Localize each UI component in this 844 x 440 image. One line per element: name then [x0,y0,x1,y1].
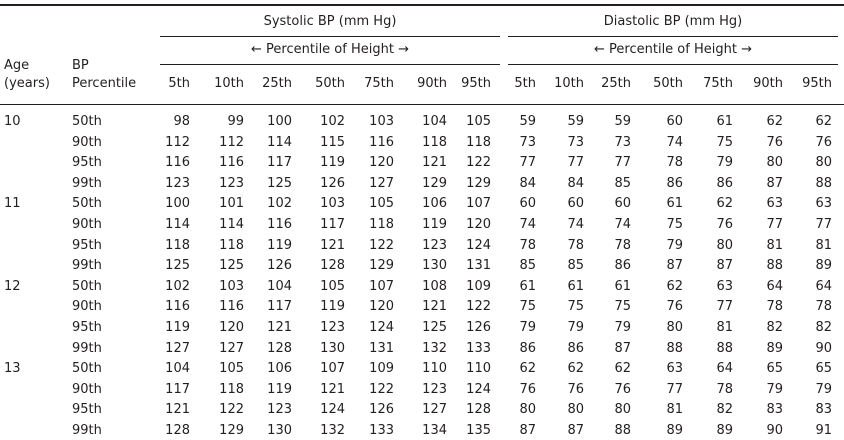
systolic-value-cell: 135 [466,423,491,438]
diastolic-title: Diastolic BP (mm Hg) [603,14,743,29]
systolic-height-percentile-header: 50th [315,76,345,91]
systolic-value-cell: 126 [369,402,394,417]
systolic-value-cell: 128 [165,423,190,438]
systolic-percentile-rule [160,64,500,65]
diastolic-value-cell: 88 [716,341,733,356]
bp-percentile-cell: 95th [72,155,102,170]
diastolic-value-cell: 88 [766,258,783,273]
diastolic-value-cell: 79 [766,382,783,397]
systolic-value-cell: 119 [165,320,190,335]
diastolic-value-cell: 89 [766,341,783,356]
systolic-value-cell: 98 [173,114,190,129]
age-cell: 10 [4,114,21,129]
diastolic-value-cell: 79 [815,382,832,397]
bp-percentile-cell: 95th [72,320,102,335]
diastolic-height-percentile-header: 90th [753,76,783,91]
diastolic-value-cell: 77 [666,382,683,397]
systolic-value-cell: 119 [320,155,345,170]
diastolic-value-cell: 81 [815,238,832,253]
systolic-value-cell: 122 [466,155,491,170]
systolic-value-cell: 105 [466,114,491,129]
systolic-value-cell: 124 [466,238,491,253]
diastolic-value-cell: 78 [666,155,683,170]
diastolic-value-cell: 79 [716,155,733,170]
diastolic-value-cell: 63 [716,279,733,294]
diastolic-value-cell: 61 [614,279,631,294]
diastolic-value-cell: 61 [716,114,733,129]
systolic-value-cell: 102 [320,114,345,129]
systolic-value-cell: 112 [165,135,190,150]
systolic-value-cell: 100 [165,196,190,211]
bp-percentile-cell: 90th [72,382,102,397]
diastolic-value-cell: 84 [567,176,584,191]
systolic-value-cell: 118 [422,135,447,150]
diastolic-value-cell: 76 [666,299,683,314]
diastolic-value-cell: 80 [766,155,783,170]
systolic-height-percentile-header: 25th [262,76,292,91]
systolic-value-cell: 121 [320,238,345,253]
systolic-value-cell: 114 [219,217,244,232]
diastolic-value-cell: 77 [567,155,584,170]
systolic-value-cell: 103 [219,279,244,294]
diastolic-value-cell: 65 [815,361,832,376]
diastolic-value-cell: 60 [519,196,536,211]
diastolic-value-cell: 78 [567,238,584,253]
diastolic-value-cell: 77 [766,217,783,232]
systolic-value-cell: 116 [165,155,190,170]
diastolic-value-cell: 76 [766,135,783,150]
diastolic-value-cell: 82 [815,320,832,335]
systolic-value-cell: 107 [320,361,345,376]
bp-percentile-cell: 99th [72,176,102,191]
systolic-height-percentile-header: 95th [461,76,491,91]
diastolic-value-cell: 75 [666,217,683,232]
systolic-value-cell: 117 [320,217,345,232]
diastolic-value-cell: 63 [766,196,783,211]
diastolic-value-cell: 85 [567,258,584,273]
systolic-value-cell: 123 [267,402,292,417]
diastolic-group-rule [508,36,838,37]
systolic-value-cell: 118 [369,217,394,232]
systolic-value-cell: 125 [219,258,244,273]
diastolic-value-cell: 90 [815,341,832,356]
systolic-height-percentile-header: 90th [417,76,447,91]
diastolic-value-cell: 76 [614,382,631,397]
diastolic-value-cell: 85 [614,176,631,191]
diastolic-value-cell: 84 [519,176,536,191]
systolic-value-cell: 110 [422,361,447,376]
diastolic-value-cell: 76 [567,382,584,397]
systolic-height-percentile-header: 75th [364,76,394,91]
systolic-value-cell: 125 [422,320,447,335]
systolic-value-cell: 131 [466,258,491,273]
diastolic-value-cell: 86 [666,176,683,191]
diastolic-value-cell: 91 [815,423,832,438]
diastolic-value-cell: 75 [519,299,536,314]
bp-percentile-cell: 50th [72,279,102,294]
systolic-value-cell: 121 [422,155,447,170]
age-header-line2: (years) [4,76,50,91]
bp-percentile-cell: 95th [72,402,102,417]
systolic-value-cell: 129 [466,176,491,191]
systolic-value-cell: 117 [165,382,190,397]
systolic-value-cell: 130 [320,341,345,356]
diastolic-height-percentile-header: 50th [653,76,683,91]
systolic-value-cell: 109 [466,279,491,294]
systolic-value-cell: 104 [165,361,190,376]
systolic-value-cell: 128 [267,341,292,356]
diastolic-value-cell: 62 [815,114,832,129]
bp-percentile-cell: 50th [72,361,102,376]
systolic-value-cell: 102 [165,279,190,294]
systolic-value-cell: 118 [219,382,244,397]
systolic-value-cell: 118 [219,238,244,253]
systolic-value-cell: 127 [422,402,447,417]
diastolic-value-cell: 76 [716,217,733,232]
diastolic-value-cell: 77 [716,299,733,314]
systolic-value-cell: 110 [466,361,491,376]
diastolic-value-cell: 59 [567,114,584,129]
diastolic-value-cell: 87 [666,258,683,273]
diastolic-height-percentile-header: 75th [703,76,733,91]
diastolic-value-cell: 62 [766,114,783,129]
age-cell: 13 [4,361,21,376]
diastolic-value-cell: 61 [519,279,536,294]
systolic-value-cell: 122 [369,382,394,397]
systolic-value-cell: 108 [422,279,447,294]
diastolic-value-cell: 82 [716,402,733,417]
diastolic-value-cell: 62 [666,279,683,294]
systolic-value-cell: 122 [466,299,491,314]
diastolic-value-cell: 87 [766,176,783,191]
bp-percentile-cell: 99th [72,423,102,438]
systolic-value-cell: 109 [369,361,394,376]
diastolic-value-cell: 77 [815,217,832,232]
systolic-value-cell: 129 [422,176,447,191]
diastolic-height-percentile-header: 5th [514,76,536,91]
systolic-value-cell: 127 [165,341,190,356]
diastolic-value-cell: 80 [815,155,832,170]
systolic-value-cell: 103 [320,196,345,211]
diastolic-value-cell: 89 [815,258,832,273]
diastolic-value-cell: 87 [519,423,536,438]
table-top-rule [0,4,844,6]
diastolic-value-cell: 75 [567,299,584,314]
systolic-height-percentile-header: 10th [214,76,244,91]
diastolic-value-cell: 74 [519,217,536,232]
diastolic-value-cell: 87 [614,341,631,356]
systolic-value-cell: 130 [422,258,447,273]
diastolic-value-cell: 80 [716,238,733,253]
diastolic-value-cell: 78 [716,382,733,397]
diastolic-value-cell: 59 [614,114,631,129]
diastolic-value-cell: 73 [519,135,536,150]
diastolic-value-cell: 78 [614,238,631,253]
diastolic-value-cell: 89 [666,423,683,438]
systolic-value-cell: 118 [466,135,491,150]
systolic-value-cell: 124 [369,320,394,335]
systolic-value-cell: 107 [369,279,394,294]
systolic-value-cell: 104 [422,114,447,129]
diastolic-value-cell: 64 [815,279,832,294]
systolic-value-cell: 116 [219,299,244,314]
bp-header-line1: BP [72,58,89,73]
systolic-value-cell: 124 [466,382,491,397]
diastolic-height-percentile-header: 95th [802,76,832,91]
diastolic-value-cell: 81 [716,320,733,335]
age-cell: 11 [4,196,21,211]
systolic-value-cell: 106 [422,196,447,211]
systolic-value-cell: 121 [320,382,345,397]
diastolic-height-percentile-header: 25th [601,76,631,91]
bp-percentile-cell: 99th [72,258,102,273]
systolic-value-cell: 127 [219,341,244,356]
systolic-value-cell: 118 [165,238,190,253]
systolic-value-cell: 117 [267,299,292,314]
diastolic-value-cell: 59 [519,114,536,129]
diastolic-value-cell: 88 [614,423,631,438]
diastolic-value-cell: 86 [519,341,536,356]
diastolic-value-cell: 75 [716,135,733,150]
diastolic-value-cell: 88 [815,176,832,191]
diastolic-value-cell: 87 [716,258,733,273]
diastolic-percentile-rule [508,64,838,65]
diastolic-value-cell: 62 [716,196,733,211]
systolic-value-cell: 128 [466,402,491,417]
diastolic-value-cell: 82 [766,320,783,335]
systolic-value-cell: 123 [165,176,190,191]
bp-percentile-cell: 90th [72,217,102,232]
diastolic-value-cell: 83 [815,402,832,417]
systolic-value-cell: 125 [165,258,190,273]
diastolic-value-cell: 81 [666,402,683,417]
systolic-value-cell: 133 [466,341,491,356]
diastolic-value-cell: 77 [519,155,536,170]
diastolic-value-cell: 85 [519,258,536,273]
diastolic-value-cell: 88 [666,341,683,356]
diastolic-percentile-of-height: ← Percentile of Height → [594,42,752,57]
diastolic-value-cell: 61 [567,279,584,294]
systolic-value-cell: 104 [267,279,292,294]
diastolic-value-cell: 62 [519,361,536,376]
systolic-value-cell: 117 [267,155,292,170]
diastolic-value-cell: 81 [766,238,783,253]
diastolic-value-cell: 74 [666,135,683,150]
systolic-value-cell: 130 [267,423,292,438]
systolic-value-cell: 121 [422,299,447,314]
diastolic-value-cell: 86 [567,341,584,356]
systolic-value-cell: 114 [267,135,292,150]
systolic-value-cell: 126 [267,258,292,273]
diastolic-value-cell: 78 [815,299,832,314]
systolic-value-cell: 119 [422,217,447,232]
diastolic-value-cell: 86 [614,258,631,273]
diastolic-value-cell: 76 [519,382,536,397]
diastolic-value-cell: 60 [666,114,683,129]
diastolic-value-cell: 65 [766,361,783,376]
systolic-value-cell: 122 [219,402,244,417]
systolic-value-cell: 119 [320,299,345,314]
diastolic-value-cell: 73 [567,135,584,150]
bp-percentile-cell: 90th [72,135,102,150]
systolic-value-cell: 112 [219,135,244,150]
systolic-value-cell: 107 [466,196,491,211]
diastolic-value-cell: 63 [815,196,832,211]
systolic-value-cell: 126 [320,176,345,191]
diastolic-value-cell: 63 [666,361,683,376]
diastolic-value-cell: 61 [666,196,683,211]
diastolic-value-cell: 78 [766,299,783,314]
diastolic-value-cell: 60 [567,196,584,211]
age-header-line1: Age [4,58,30,73]
systolic-value-cell: 99 [227,114,244,129]
systolic-value-cell: 132 [422,341,447,356]
systolic-value-cell: 120 [219,320,244,335]
bp-percentile-cell: 95th [72,238,102,253]
systolic-value-cell: 103 [369,114,394,129]
systolic-value-cell: 125 [267,176,292,191]
systolic-value-cell: 131 [369,341,394,356]
systolic-value-cell: 123 [320,320,345,335]
systolic-value-cell: 133 [369,423,394,438]
systolic-percentile-of-height: ← Percentile of Height → [251,42,409,57]
systolic-value-cell: 120 [369,155,394,170]
bp-percentile-cell: 50th [72,196,102,211]
systolic-value-cell: 123 [422,238,447,253]
systolic-value-cell: 119 [267,238,292,253]
systolic-value-cell: 132 [320,423,345,438]
diastolic-value-cell: 73 [614,135,631,150]
systolic-value-cell: 134 [422,423,447,438]
diastolic-value-cell: 79 [614,320,631,335]
systolic-height-percentile-header: 5th [168,76,190,91]
bp-percentile-cell: 99th [72,341,102,356]
systolic-value-cell: 122 [369,238,394,253]
diastolic-value-cell: 78 [519,238,536,253]
diastolic-value-cell: 62 [567,361,584,376]
systolic-value-cell: 114 [165,217,190,232]
diastolic-value-cell: 77 [614,155,631,170]
systolic-value-cell: 121 [267,320,292,335]
systolic-value-cell: 129 [219,423,244,438]
diastolic-value-cell: 74 [567,217,584,232]
bp-percentile-cell: 90th [72,299,102,314]
systolic-value-cell: 119 [267,382,292,397]
diastolic-value-cell: 76 [815,135,832,150]
diastolic-value-cell: 80 [519,402,536,417]
systolic-value-cell: 121 [165,402,190,417]
diastolic-value-cell: 60 [614,196,631,211]
diastolic-value-cell: 79 [519,320,536,335]
header-bottom-rule [0,104,844,105]
systolic-value-cell: 101 [219,196,244,211]
diastolic-value-cell: 90 [766,423,783,438]
diastolic-value-cell: 64 [766,279,783,294]
systolic-value-cell: 116 [369,135,394,150]
systolic-value-cell: 129 [369,258,394,273]
systolic-value-cell: 105 [369,196,394,211]
systolic-value-cell: 105 [320,279,345,294]
bp-header-line2: Percentile [72,76,137,91]
systolic-value-cell: 120 [466,217,491,232]
systolic-value-cell: 116 [267,217,292,232]
age-cell: 12 [4,279,21,294]
diastolic-value-cell: 79 [567,320,584,335]
diastolic-value-cell: 80 [666,320,683,335]
diastolic-value-cell: 75 [614,299,631,314]
systolic-value-cell: 126 [466,320,491,335]
systolic-value-cell: 120 [369,299,394,314]
systolic-value-cell: 123 [219,176,244,191]
diastolic-value-cell: 64 [716,361,733,376]
systolic-value-cell: 102 [267,196,292,211]
bp-percentile-cell: 50th [72,114,102,129]
systolic-title: Systolic BP (mm Hg) [263,14,397,29]
systolic-group-rule [160,36,500,37]
diastolic-value-cell: 86 [716,176,733,191]
diastolic-value-cell: 80 [567,402,584,417]
diastolic-value-cell: 80 [614,402,631,417]
systolic-value-cell: 128 [320,258,345,273]
systolic-value-cell: 124 [320,402,345,417]
systolic-value-cell: 100 [267,114,292,129]
systolic-value-cell: 116 [219,155,244,170]
diastolic-height-percentile-header: 10th [554,76,584,91]
systolic-value-cell: 115 [320,135,345,150]
diastolic-value-cell: 89 [716,423,733,438]
systolic-value-cell: 106 [267,361,292,376]
systolic-value-cell: 105 [219,361,244,376]
diastolic-value-cell: 87 [567,423,584,438]
systolic-value-cell: 123 [422,382,447,397]
systolic-value-cell: 127 [369,176,394,191]
diastolic-value-cell: 83 [766,402,783,417]
diastolic-value-cell: 79 [666,238,683,253]
systolic-value-cell: 116 [165,299,190,314]
diastolic-value-cell: 62 [614,361,631,376]
diastolic-value-cell: 74 [614,217,631,232]
